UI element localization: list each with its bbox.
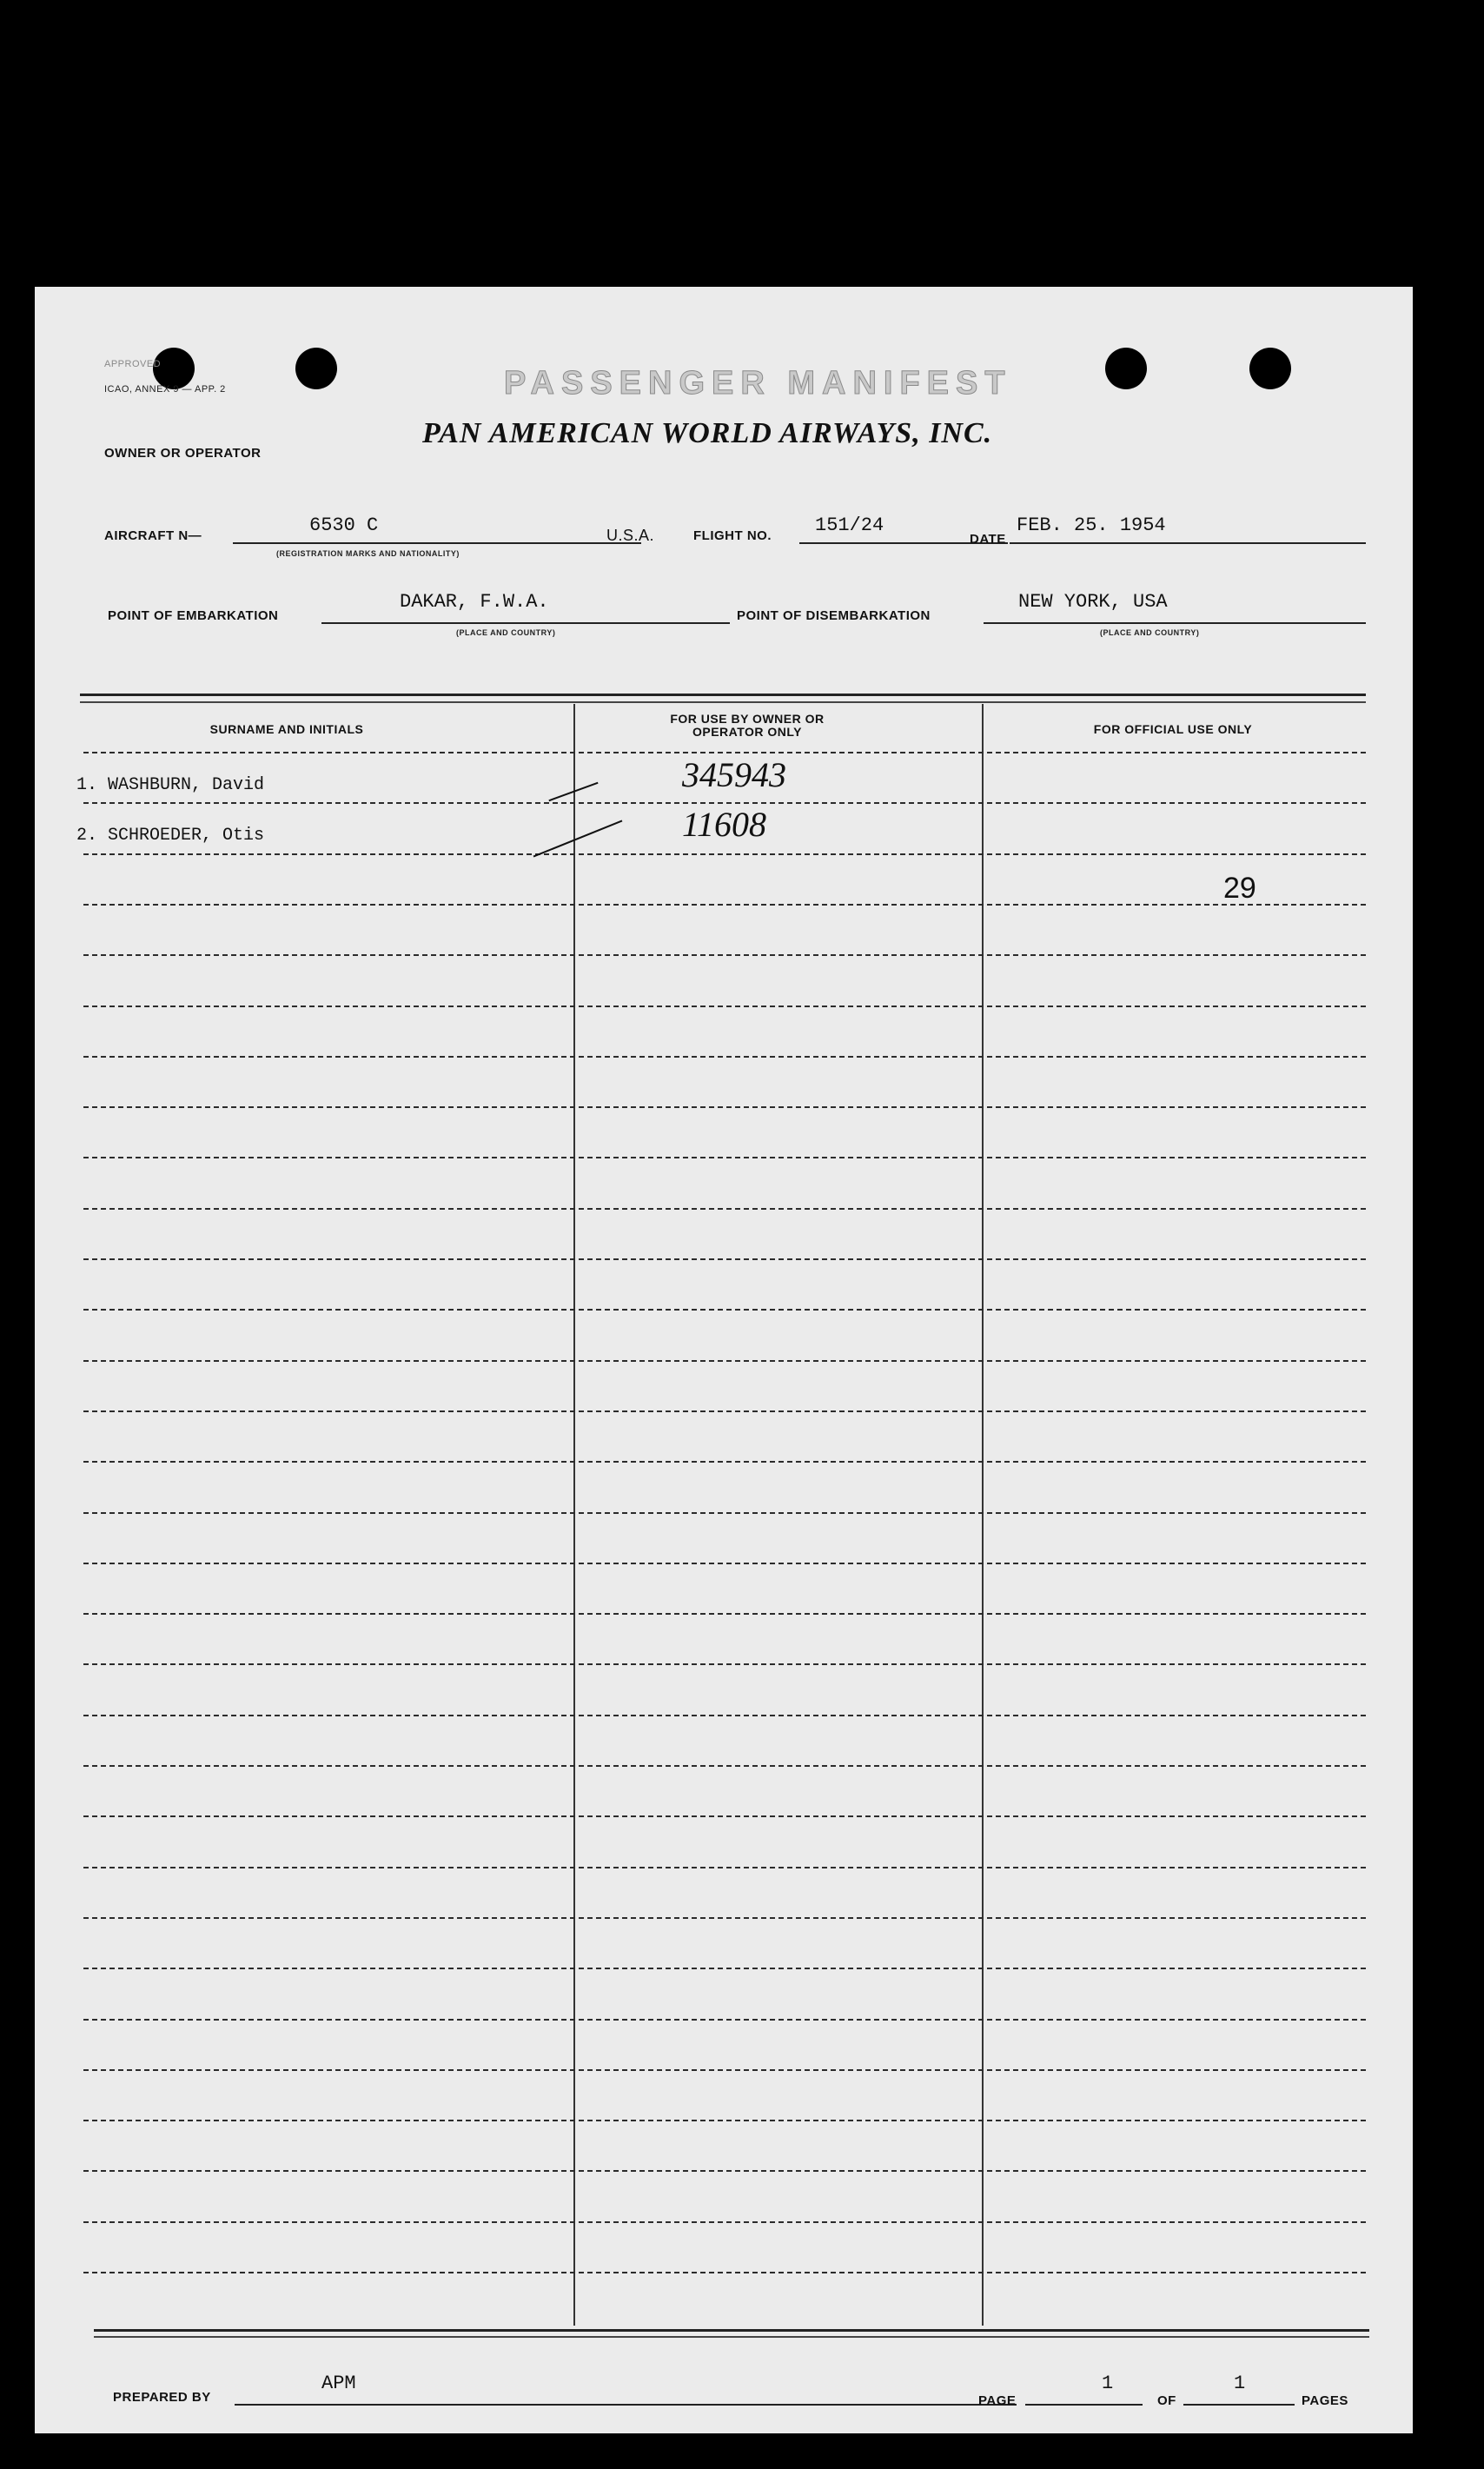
table-row-line [83,1258,1366,1260]
manifest-sheet [35,287,1413,2433]
table-row-line [83,1157,1366,1158]
table-row-line [83,2120,1366,2121]
table-row-line [83,1208,1366,1210]
table-row-line [83,752,1366,753]
aircraft-note: (REGISTRATION MARKS AND NATIONALITY) [276,549,460,558]
page-label: PAGE [978,2393,1017,2408]
table-row-line [83,1815,1366,1817]
approval-stamp [104,359,226,395]
embark-line [321,622,730,624]
owner-number: 345943 [682,755,786,794]
disembark-line [984,622,1366,624]
table-row-line [83,1461,1366,1463]
stamp-line-1: APPROVED [104,359,162,369]
owner-label: OWNER OR OPERATOR [104,446,262,461]
table-row-line [83,1968,1366,1969]
table-bottom-rule [94,2336,1369,2338]
table-row-line [83,1765,1366,1767]
punch-hole [295,348,337,389]
table-row-line [83,1663,1366,1665]
embark-label: POINT OF EMBARKATION [108,608,279,623]
disembark-value: NEW YORK, USA [1018,591,1168,613]
table-bottom-rule [94,2329,1369,2332]
of-label: OF [1157,2393,1176,2408]
total-value: 1 [1234,2373,1246,2394]
flight-value: 151/24 [815,514,884,536]
table-row-line [83,1106,1366,1108]
table-row-line [83,2272,1366,2273]
stamp-line-2: ICAO, ANNEX 9 — APP. 2 [104,384,226,395]
table-row-line [83,2221,1366,2223]
embark-note: (PLACE AND COUNTRY) [456,628,556,637]
flight-label: FLIGHT NO. [693,528,772,543]
table-row-line [83,2170,1366,2172]
page-line [1025,2404,1143,2406]
date-value: FEB. 25. 1954 [1017,514,1166,536]
table-row-line [83,1512,1366,1514]
pages-label: PAGES [1302,2393,1348,2408]
passenger-name: 2. SCHROEDER, Otis [76,826,265,846]
punch-hole [1249,348,1291,389]
check-mark [533,820,623,857]
date-line [1010,542,1366,544]
table-row-line [83,1917,1366,1919]
aircraft-label: AIRCRAFT N— [104,528,202,543]
col-surname: SURNAME AND INITIALS [209,722,364,736]
aircraft-value: 6530 C [309,514,379,536]
aircraft-line [233,542,641,544]
passenger-name: 1. WASHBURN, David [76,775,265,795]
column-divider [982,704,984,2326]
usa-label: U.S.A. [606,527,655,544]
table-row-line [83,1309,1366,1311]
disembark-note: (PLACE AND COUNTRY) [1100,628,1200,637]
table-row-line [83,1056,1366,1058]
table-row-line [83,1563,1366,1564]
table-row-line [83,1360,1366,1362]
table-row-line [83,1410,1366,1412]
table-row-line [83,904,1366,906]
punch-hole [1105,348,1147,389]
col-owner-use: FOR USE BY OWNER OR OPERATOR ONLY [670,712,825,739]
table-row-line [83,2069,1366,2071]
embark-value: DAKAR, F.W.A. [400,591,549,613]
prepared-value: APM [321,2373,356,2394]
table-row-line [83,1867,1366,1868]
table-top-rule [80,701,1366,703]
table-row-line [83,853,1366,855]
prepared-label: PREPARED BY [113,2390,211,2405]
total-line [1183,2404,1295,2406]
col-official-use: FOR OFFICIAL USE ONLY [1093,722,1253,736]
page-value: 1 [1102,2373,1114,2394]
table-top-rule [80,694,1366,696]
table-row-line [83,1613,1366,1615]
table-row-line [83,2019,1366,2021]
table-row-line [83,1715,1366,1716]
table-row-line [83,954,1366,956]
table-row-line [83,1006,1366,1007]
form-title: PASSENGER MANIFEST [504,365,1012,402]
owner-number: 11608 [682,805,767,844]
company-name: PAN AMERICAN WORLD AIRWAYS, INC. [422,417,993,449]
official-number: 29 [1223,872,1256,905]
date-label: DATE [970,532,1006,547]
column-divider [573,704,575,2326]
prepared-line [235,2404,1017,2406]
disembark-label: POINT OF DISEMBARKATION [737,608,931,623]
